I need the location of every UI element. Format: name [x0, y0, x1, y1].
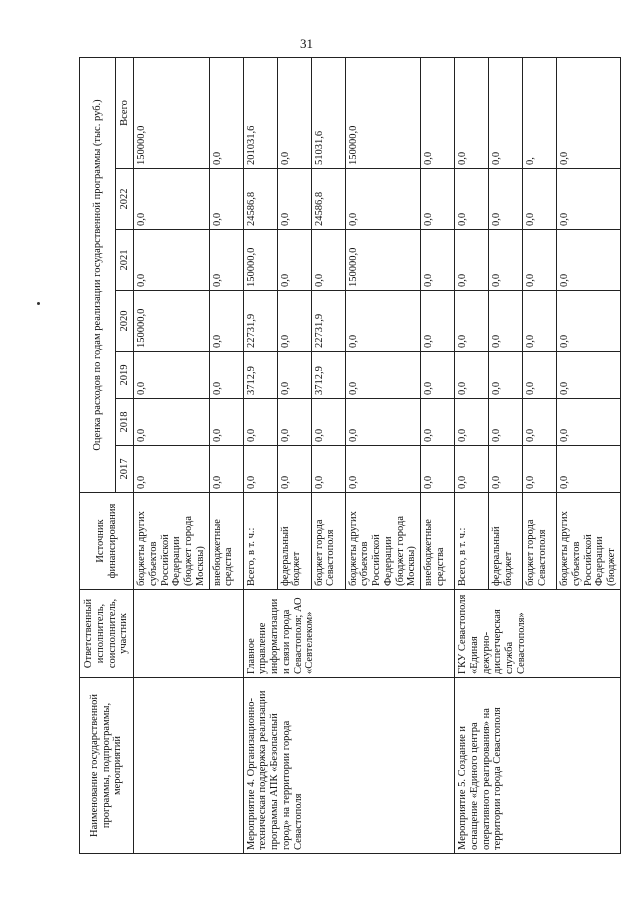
total-cell: 0, — [523, 57, 557, 168]
table-body — [134, 57, 621, 853]
value-cell: 0,0 — [523, 230, 557, 291]
table-row — [455, 57, 489, 853]
value-cell: 0,0 — [243, 399, 277, 446]
value-cell: 0,0 — [311, 230, 345, 291]
value-cell: 0,0 — [489, 352, 523, 399]
table-row — [134, 57, 210, 853]
source-cell: Всего, в т. ч.: — [243, 493, 277, 590]
value-cell: 0,0 — [421, 446, 455, 493]
value-cell: 0,0 — [523, 169, 557, 230]
value-cell: 0,0 — [277, 352, 311, 399]
value-cell: 0,0 — [557, 169, 621, 230]
value-cell: 22731,9 — [311, 291, 345, 352]
value-cell: 3712,9 — [311, 352, 345, 399]
value-cell: 0,0 — [134, 352, 210, 399]
value-cell: 0,0 — [209, 352, 243, 399]
rotated-table-frame — [79, 58, 617, 854]
total-cell: 150000,0 — [345, 57, 421, 168]
total-cell: 0,0 — [489, 57, 523, 168]
value-cell: 0,0 — [557, 230, 621, 291]
source-cell: федеральный бюджет — [489, 493, 523, 590]
total-cell: 51031,6 — [311, 57, 345, 168]
value-cell: 0,0 — [523, 446, 557, 493]
value-cell: 0,0 — [209, 230, 243, 291]
value-cell: 0,0 — [523, 399, 557, 446]
value-cell: 0,0 — [209, 446, 243, 493]
source-cell: внебюджетные средства — [421, 493, 455, 590]
value-cell: 0,0 — [455, 446, 489, 493]
header-name: Наименование государственной программы, подпрограммы, мероприятий — [80, 678, 134, 854]
page-number: 31 — [300, 36, 313, 51]
value-cell: 0,0 — [455, 352, 489, 399]
value-cell: 0,0 — [345, 291, 421, 352]
source-cell: внебюджетные средства — [209, 493, 243, 590]
value-cell: 24586,8 — [243, 169, 277, 230]
value-cell: 0,0 — [489, 291, 523, 352]
header-estimate: Оценка расходов по годам реализации государственной программы (тыс. руб.) — [80, 57, 116, 492]
value-cell: 0,0 — [523, 352, 557, 399]
value-cell: 0,0 — [345, 169, 421, 230]
value-cell: 3712,9 — [243, 352, 277, 399]
program-name-cell: Мероприятие 5. Создание и оснащение «Единого центра оперативного реагирования» на территории города Севастополя — [455, 678, 621, 854]
program-name-cell: Мероприятие 4. Организационно-техническая поддержка реализации программы АПК «Безопасный город» на территории города Севастополя — [243, 678, 455, 854]
value-cell: 150000,0 — [243, 230, 277, 291]
header-year: 2019 — [116, 352, 134, 399]
header-source: Источник финансирования — [80, 493, 134, 590]
source-cell: бюджет города Севастополя — [523, 493, 557, 590]
table-row — [243, 57, 277, 853]
value-cell: 0,0 — [455, 291, 489, 352]
header-year: 2022 — [116, 169, 134, 230]
value-cell: 0,0 — [489, 169, 523, 230]
value-cell: 0,0 — [489, 230, 523, 291]
value-cell: 22731,9 — [243, 291, 277, 352]
value-cell: 150000,0 — [345, 230, 421, 291]
value-cell: 0,0 — [277, 169, 311, 230]
value-cell: 0,0 — [345, 446, 421, 493]
source-cell: Всего, в т. ч.: — [455, 493, 489, 590]
source-cell: федеральный бюджет — [277, 493, 311, 590]
value-cell: 150000,0 — [134, 291, 210, 352]
total-cell: 0,0 — [421, 57, 455, 168]
header-executor: Ответственный исполнитель, соисполнитель, участник — [80, 590, 134, 678]
value-cell: 0,0 — [209, 399, 243, 446]
value-cell: 0,0 — [421, 399, 455, 446]
value-cell: 0,0 — [209, 291, 243, 352]
total-cell: 0,0 — [557, 57, 621, 168]
value-cell: 0,0 — [134, 169, 210, 230]
value-cell: 0,0 — [277, 399, 311, 446]
source-cell: бюджеты других субъектов Российской Федерации (бюджет — [557, 493, 621, 590]
value-cell: 0,0 — [421, 169, 455, 230]
executor-cell: ГКУ Севастополя «Единая дежурно-диспетчерская служба Севастополя» — [455, 590, 621, 678]
total-cell: 0,0 — [209, 57, 243, 168]
source-cell: бюджеты других субъектов Российской Федерации (бюджет города Москвы) — [345, 493, 421, 590]
total-cell: 0,0 — [277, 57, 311, 168]
value-cell: 0,0 — [523, 291, 557, 352]
value-cell: 0,0 — [557, 399, 621, 446]
value-cell: 0,0 — [421, 352, 455, 399]
value-cell: 24586,8 — [311, 169, 345, 230]
executor-cell — [134, 590, 244, 678]
value-cell: 0,0 — [345, 399, 421, 446]
value-cell: 0,0 — [489, 446, 523, 493]
value-cell: 0,0 — [134, 399, 210, 446]
value-cell: 0,0 — [311, 399, 345, 446]
value-cell: 0,0 — [277, 291, 311, 352]
value-cell: 0,0 — [557, 352, 621, 399]
value-cell: 0,0 — [557, 291, 621, 352]
header-year: 2018 — [116, 399, 134, 446]
value-cell: 0,0 — [243, 446, 277, 493]
value-cell: 0,0 — [277, 230, 311, 291]
value-cell: 0,0 — [311, 446, 345, 493]
value-cell: 0,0 — [455, 230, 489, 291]
value-cell: 0,0 — [421, 230, 455, 291]
value-cell: 0,0 — [134, 230, 210, 291]
value-cell: 0,0 — [209, 169, 243, 230]
value-cell: 0,0 — [455, 169, 489, 230]
header-year: 2017 — [116, 446, 134, 493]
value-cell: 0,0 — [557, 446, 621, 493]
value-cell: 0,0 — [345, 352, 421, 399]
source-cell: бюджеты других субъектов Российской Федерации (бюджет города Москвы) — [134, 493, 210, 590]
total-cell: 0,0 — [455, 57, 489, 168]
value-cell: 0,0 — [277, 446, 311, 493]
scan-dot — [37, 302, 40, 305]
value-cell: 0,0 — [489, 399, 523, 446]
header-year: 2021 — [116, 230, 134, 291]
value-cell: 0,0 — [134, 446, 210, 493]
program-name-cell — [134, 678, 244, 854]
source-cell: бюджет города Севастополя — [311, 493, 345, 590]
total-cell: 201031,6 — [243, 57, 277, 168]
value-cell: 0,0 — [455, 399, 489, 446]
header-year: 2020 — [116, 291, 134, 352]
executor-cell: Главное управление информатизации и связи города Севастополя; АО «Севтелеком» — [243, 590, 455, 678]
budget-table — [79, 57, 621, 854]
header-total: Всего — [116, 57, 134, 168]
value-cell: 0,0 — [421, 291, 455, 352]
total-cell: 150000,0 — [134, 57, 210, 168]
